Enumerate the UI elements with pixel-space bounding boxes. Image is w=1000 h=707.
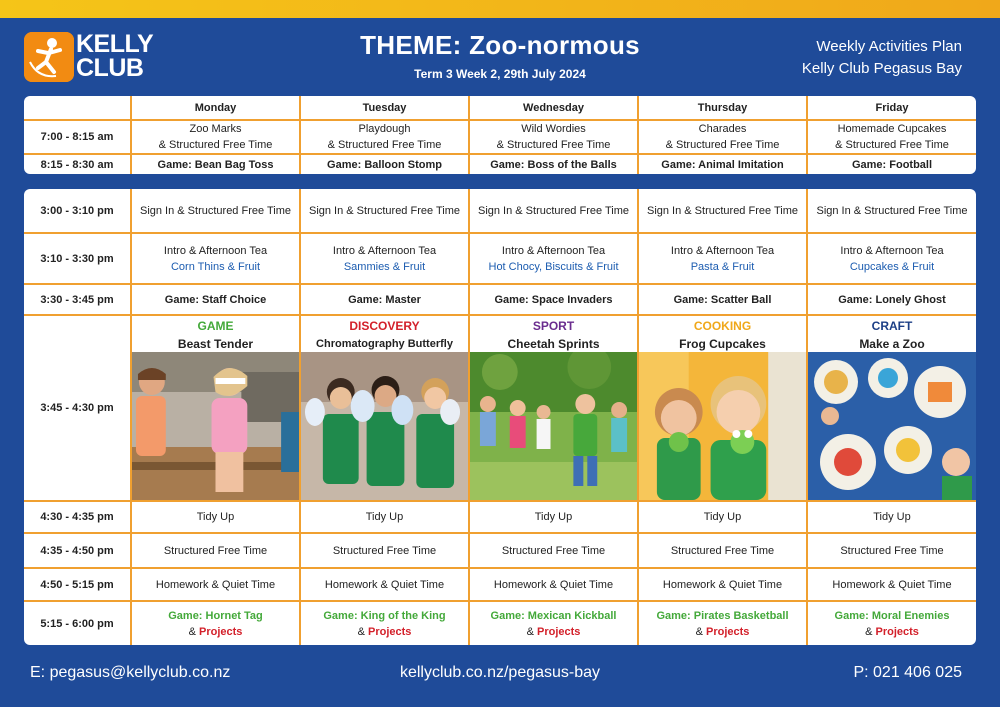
tidy-cell: Tidy Up — [469, 501, 638, 533]
morning-game-wednesday: Game: Boss of the Balls — [469, 154, 638, 174]
day-header-thursday: Thursday — [638, 96, 807, 120]
day-header-tuesday: Tuesday — [300, 96, 469, 120]
time-label: 5:15 - 6:00 pm — [24, 601, 131, 645]
day-header-wednesday: Wednesday — [469, 96, 638, 120]
signin-cell: Sign In & Structured Free Time — [300, 189, 469, 233]
footer-email[interactable]: E: pegasus@kellyclub.co.nz — [30, 664, 231, 681]
tea-cell-wednesday: Intro & Afternoon Tea Hot Chocy, Biscuits & Fruit — [469, 233, 638, 284]
paper-plate-animals-photo — [808, 352, 976, 500]
activity-title: Beast Tender — [177, 337, 254, 351]
kelly-club-logo[interactable] — [24, 32, 164, 84]
focus-activity-tuesday — [300, 315, 469, 501]
free-time-cell: Structured Free Time — [469, 533, 638, 568]
frog-cupcake-photo — [639, 352, 806, 500]
tidy-cell: Tidy Up — [807, 501, 976, 533]
footer-website[interactable]: kellyclub.co.nz/pegasus-bay — [399, 664, 601, 681]
free-time-cell: Structured Free Time — [638, 533, 807, 568]
final-game-monday: Game: Hornet Tag & Projects — [131, 601, 300, 645]
homework-cell: Homework & Quiet Time — [807, 568, 976, 601]
homework-cell: Homework & Quiet Time — [469, 568, 638, 601]
logo-figure-icon — [24, 32, 74, 82]
logo-line2: CLUB — [76, 54, 144, 82]
category-label: DISCOVERY — [349, 319, 420, 333]
activity-title: Make a Zoo — [859, 337, 925, 351]
time-label: 4:30 - 4:35 pm — [24, 501, 131, 533]
final-game-thursday: Game: Pirates Basketball & Projects — [638, 601, 807, 645]
afternoon-schedule — [24, 189, 976, 645]
time-label: 3:45 - 4:30 pm — [24, 315, 131, 501]
logo-line1: KELLY — [76, 30, 154, 58]
time-label: 4:50 - 5:15 pm — [24, 568, 131, 601]
morning-schedule — [24, 96, 976, 174]
focus-activity-wednesday — [469, 315, 638, 501]
signin-cell: Sign In & Structured Free Time — [131, 189, 300, 233]
free-time-cell: Structured Free Time — [131, 533, 300, 568]
blindfold-game-photo — [132, 352, 299, 500]
morning-game-monday: Game: Bean Bag Toss — [131, 154, 300, 174]
top-stripe — [0, 0, 1000, 18]
signin-cell: Sign In & Structured Free Time — [638, 189, 807, 233]
time-label: 3:00 - 3:10 pm — [24, 189, 131, 233]
plan-label: Weekly Activities Plan — [816, 38, 962, 55]
plan-info — [802, 36, 962, 80]
tidy-cell: Tidy Up — [638, 501, 807, 533]
afternoon-game-wednesday: Game: Space Invaders — [469, 284, 638, 315]
page-subtitle: Term 3 Week 2, 29th July 2024 — [414, 67, 586, 81]
signin-cell: Sign In & Structured Free Time — [807, 189, 976, 233]
morning-game-tuesday: Game: Balloon Stomp — [300, 154, 469, 174]
homework-cell: Homework & Quiet Time — [300, 568, 469, 601]
morning-game-friday: Game: Football — [807, 154, 976, 174]
location-label: Kelly Club Pegasus Bay — [801, 60, 962, 77]
morning-activity-friday: Homemade Cupcakes & Structured Free Time — [807, 120, 976, 154]
time-label: 4:35 - 4:50 pm — [24, 533, 131, 568]
morning-activity-thursday: Charades & Structured Free Time — [638, 120, 807, 154]
final-game-friday: Game: Moral Enemies & Projects — [807, 601, 976, 645]
paper-butterflies-photo — [301, 352, 468, 500]
category-label: SPORT — [532, 319, 575, 333]
tea-cell-friday: Intro & Afternoon Tea Cupcakes & Fruit — [807, 233, 976, 284]
morning-game-thursday: Game: Animal Imitation — [638, 154, 807, 174]
signin-cell: Sign In & Structured Free Time — [469, 189, 638, 233]
tea-cell-monday: Intro & Afternoon Tea Corn Thins & Fruit — [131, 233, 300, 284]
corner-cell — [24, 96, 131, 120]
tidy-cell: Tidy Up — [131, 501, 300, 533]
day-header-monday: Monday — [131, 96, 300, 120]
free-time-cell: Structured Free Time — [300, 533, 469, 568]
homework-cell: Homework & Quiet Time — [131, 568, 300, 601]
category-label: CRAFT — [871, 319, 913, 333]
activity-title: Chromatography Butterfly — [316, 338, 453, 350]
focus-activity-friday — [807, 315, 976, 501]
free-time-cell: Structured Free Time — [807, 533, 976, 568]
focus-activity-thursday — [638, 315, 807, 501]
header — [300, 30, 700, 81]
afternoon-game-thursday: Game: Scatter Ball — [638, 284, 807, 315]
final-game-wednesday: Game: Mexican Kickball & Projects — [469, 601, 638, 645]
tea-cell-thursday: Intro & Afternoon Tea Pasta & Fruit — [638, 233, 807, 284]
final-game-tuesday: Game: King of the King & Projects — [300, 601, 469, 645]
tea-cell-tuesday: Intro & Afternoon Tea Sammies & Fruit — [300, 233, 469, 284]
time-label: 3:10 - 3:30 pm — [24, 233, 131, 284]
time-label: 7:00 - 8:15 am — [24, 120, 131, 154]
day-header-friday: Friday — [807, 96, 976, 120]
activity-title: Frog Cupcakes — [679, 337, 766, 351]
category-label: GAME — [197, 319, 234, 333]
activity-title: Cheetah Sprints — [507, 337, 600, 351]
footer-phone[interactable]: P: 021 406 025 — [853, 664, 962, 681]
afternoon-game-friday: Game: Lonely Ghost — [807, 284, 976, 315]
afternoon-game-tuesday: Game: Master — [300, 284, 469, 315]
afternoon-game-monday: Game: Staff Choice — [131, 284, 300, 315]
morning-activity-wednesday: Wild Wordies & Structured Free Time — [469, 120, 638, 154]
homework-cell: Homework & Quiet Time — [638, 568, 807, 601]
children-running-photo — [470, 352, 637, 500]
time-label: 8:15 - 8:30 am — [24, 154, 131, 174]
focus-activity-monday — [131, 315, 300, 501]
page-title: THEME: Zoo-normous — [360, 30, 640, 60]
tidy-cell: Tidy Up — [300, 501, 469, 533]
morning-activity-tuesday: Playdough & Structured Free Time — [300, 120, 469, 154]
time-label: 3:30 - 3:45 pm — [24, 284, 131, 315]
category-label: COOKING — [693, 319, 752, 333]
morning-activity-monday: Zoo Marks & Structured Free Time — [131, 120, 300, 154]
